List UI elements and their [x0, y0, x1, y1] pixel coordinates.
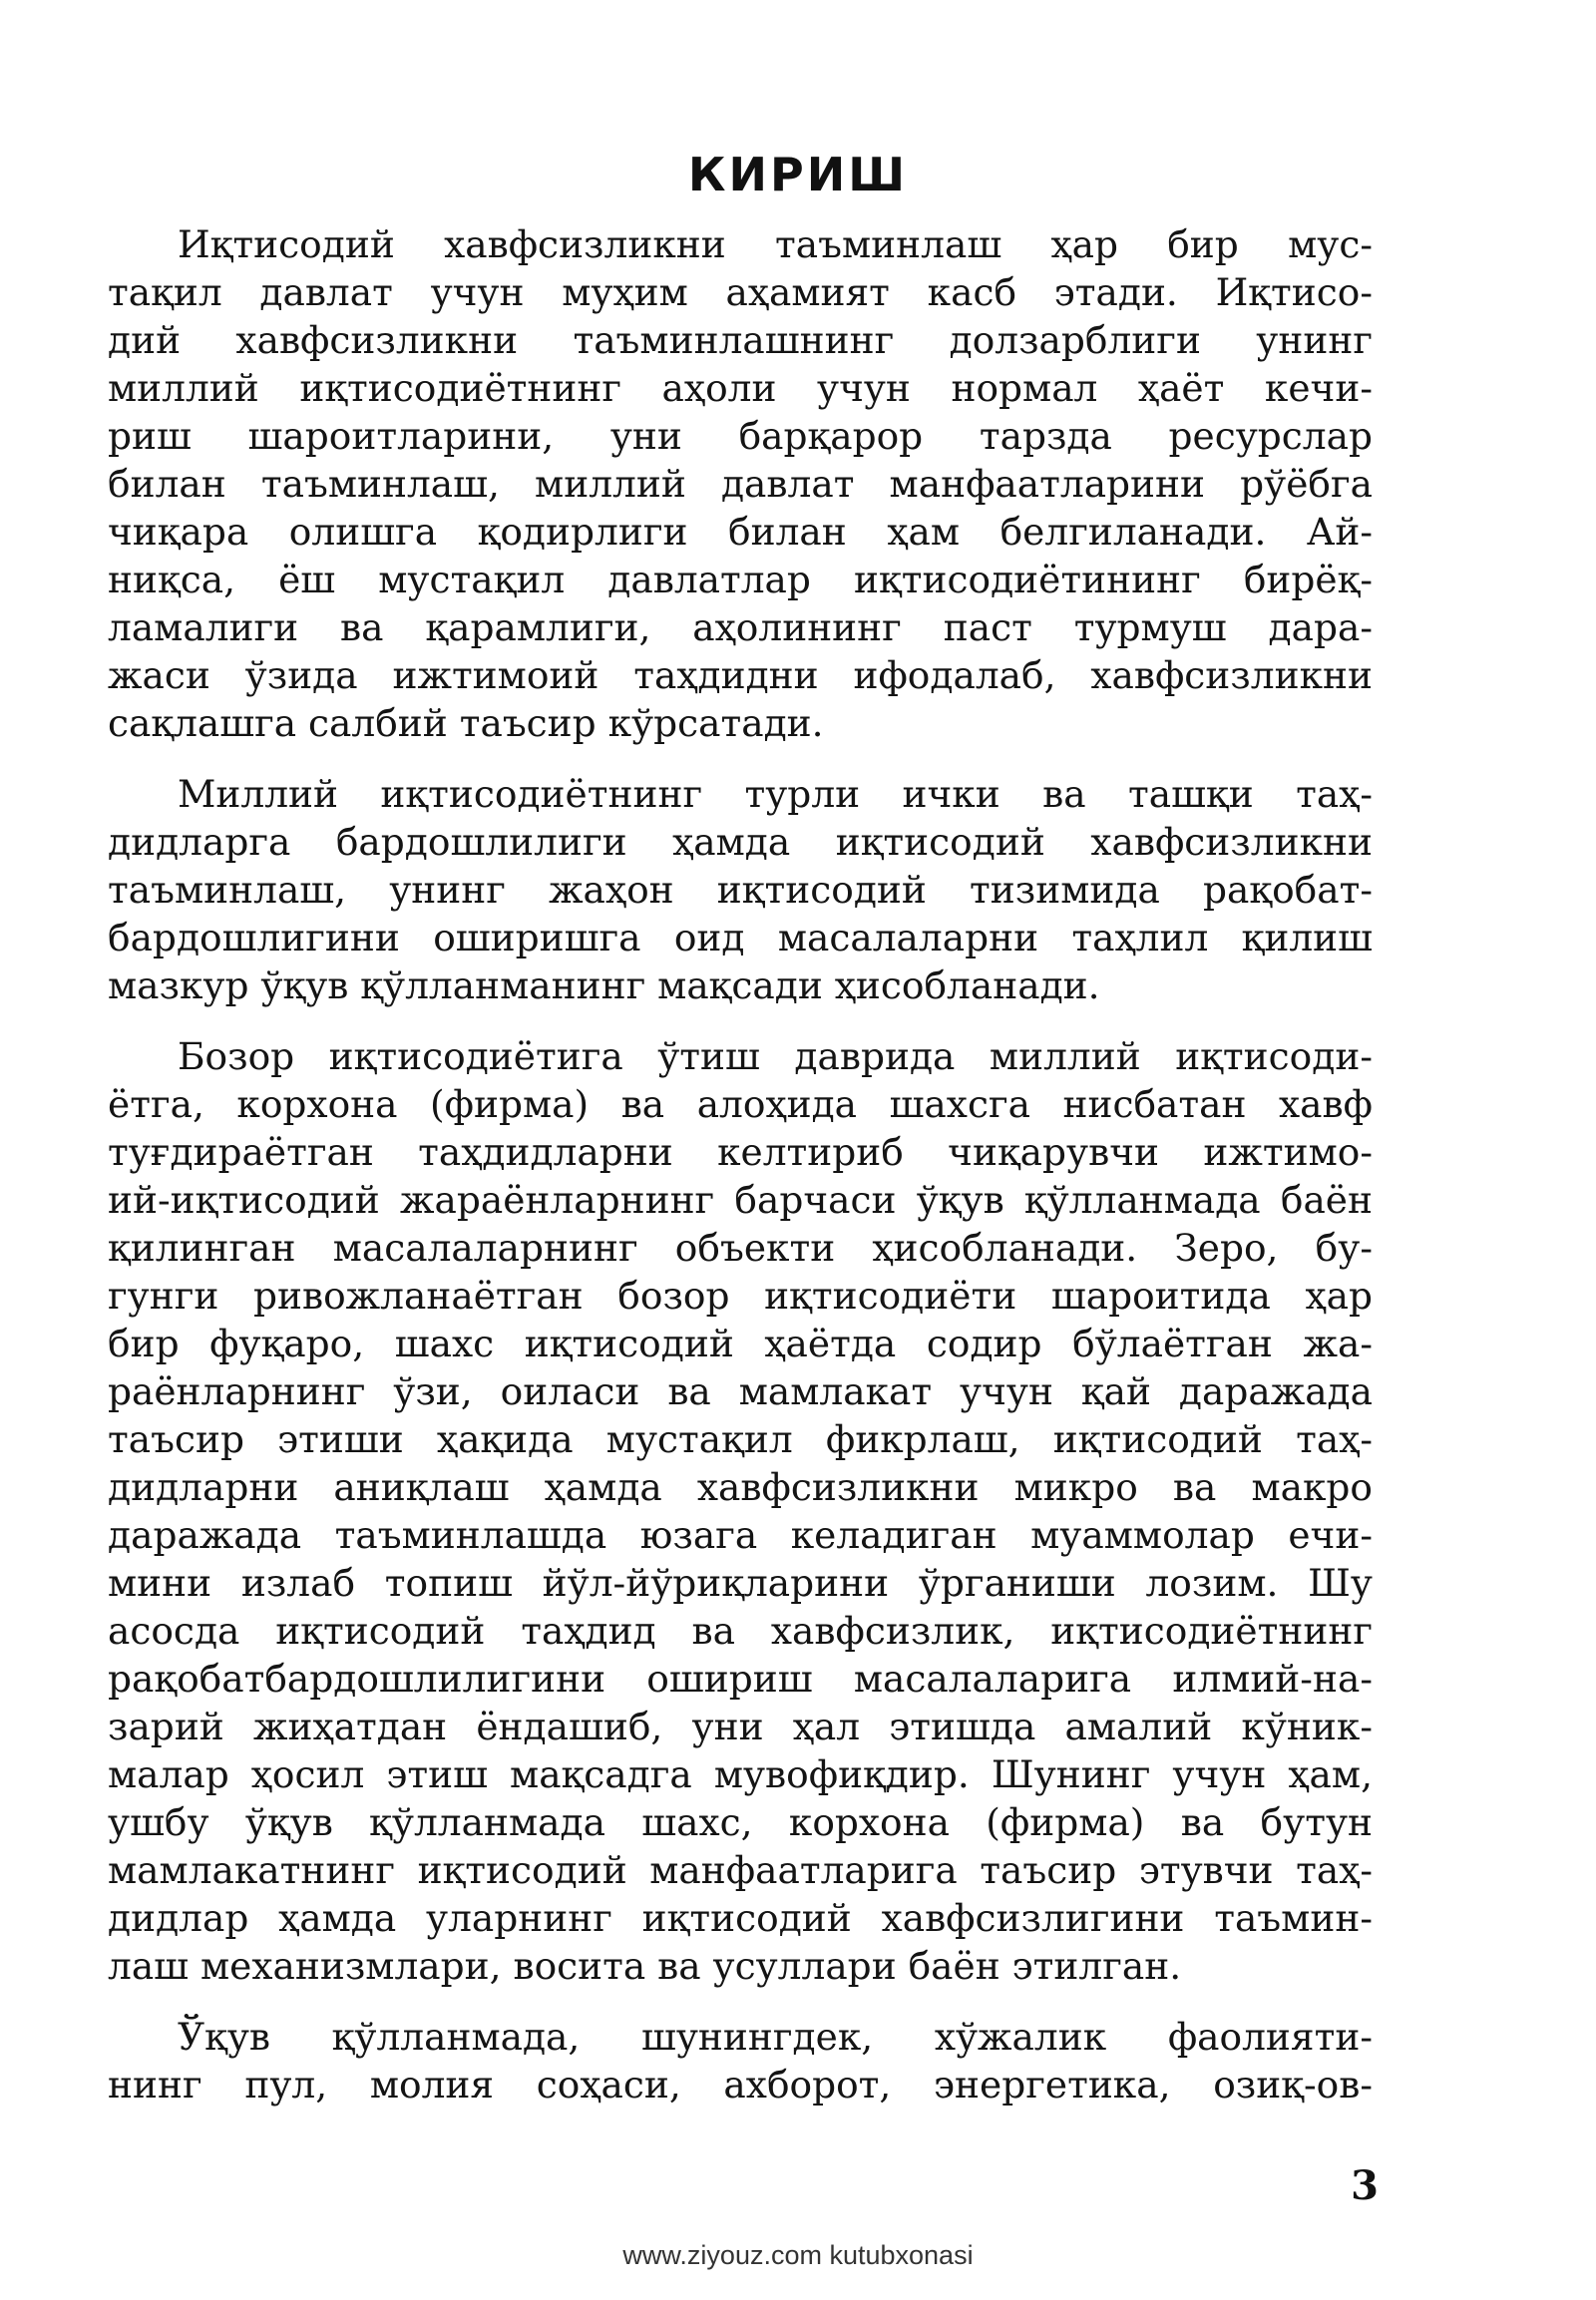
- text-line: рақобатбардошлилигини ошириш масалаларига илмий-на-: [108, 1657, 1373, 1701]
- text-line: бир фуқаро, шахс иқтисодий ҳаётда содир бўлаётган жа-: [108, 1322, 1373, 1365]
- text-line: дидларни аниқлаш ҳамда хавфсизликни микро ва макро: [108, 1465, 1373, 1509]
- text-line: қилинган масалаларнинг объекти ҳисобланади. Зеро, бу-: [108, 1226, 1373, 1270]
- text-line: ётга, корхона (фирма) ва алоҳида шахсга нисбатан хавф: [108, 1082, 1373, 1126]
- chapter-title: КИРИШ: [687, 148, 909, 201]
- text-line: гунги ривожланаётган бозор иқтисодиёти шароитида ҳар: [108, 1274, 1373, 1318]
- text-line: дидлар ҳамда уларнинг иқтисодий хавфсизлигини таъмин-: [108, 1896, 1373, 1940]
- text-line: зарий жиҳатдан ёндашиб, уни ҳал этишда амалий кўник-: [108, 1705, 1373, 1748]
- text-line: асосда иқтисодий таҳдид ва хавфсизлик, иқтисодиётнинг: [108, 1609, 1373, 1653]
- page-number: 3: [1351, 2162, 1379, 2209]
- text-line: лаш механизмлари, восита ва усуллари баён этилган.: [108, 1944, 1182, 1988]
- footer-watermark: www.ziyouz.com kutubxonasi: [622, 2240, 974, 2270]
- text-line: жаси ўзида ижтимоий таҳдидни ифодалаб, хавфсизликни: [108, 653, 1373, 697]
- text-line: мини излаб топиш йўл-йўриқларини ўрганиши лозим. Шу: [108, 1561, 1373, 1605]
- text-line: Бозор иқтисодиётига ўтиш даврида миллий иқтисоди-: [178, 1034, 1373, 1078]
- text-line: таъминлаш, унинг жаҳон иқтисодий тизимида рақобат-: [108, 868, 1373, 912]
- text-line: чиқара олишга қодирлиги билан ҳам белгиланади. Ай-: [108, 510, 1373, 554]
- text-line: ушбу ўқув қўлланмада шахс, корхона (фирма) ва бутун: [108, 1800, 1373, 1844]
- text-line: сақлашга салбий таъсир кўрсатади.: [108, 701, 824, 745]
- text-line: Ўқув қўлланмада, шунингдек, хўжалик фаолияти-: [178, 2015, 1373, 2059]
- text-line: мазкур ўқув қўлланманинг мақсади ҳисобланади.: [108, 963, 1100, 1007]
- text-line: бардошлигини оширишга оид масалаларни таҳлил қилиш: [108, 916, 1373, 959]
- text-line: билан таъминлаш, миллий давлат манфаатларини рўёбга: [108, 462, 1373, 506]
- text-line: туғдираётган таҳдидларни келтириб чиқарувчи ижтимо-: [108, 1130, 1373, 1174]
- text-line: тақил давлат учун муҳим аҳамият касб этади. Иқтисо-: [108, 270, 1373, 314]
- text-line: мамлакатнинг иқтисодий манфаатларига таъсир этувчи таҳ-: [108, 1848, 1373, 1892]
- text-line: раёнларнинг ўзи, оиласи ва мамлакат учун қай даражада: [108, 1369, 1373, 1413]
- text-line: таъсир этиши ҳақида мустақил фикрлаш, иқтисодий таҳ-: [108, 1417, 1373, 1461]
- text-line: нинг пул, молия соҳаси, ахборот, энергетика, озиқ-ов-: [108, 2063, 1373, 2107]
- text-line: дидларга бардошлилиги ҳамда иқтисодий хавфсизликни: [108, 820, 1373, 864]
- text-line: риш шароитларини, уни барқарор тарзда ресурслар: [108, 414, 1373, 458]
- text-line: дий хавфсизликни таъминлашнинг долзарблиги унинг: [108, 318, 1373, 362]
- text-line: Иқтисодий хавфсизликни таъминлаш ҳар бир мус-: [178, 222, 1373, 266]
- text-line: даражада таъминлашда юзага келадиган муаммолар ечи-: [108, 1513, 1373, 1557]
- text-line: малар ҳосил этиш мақсадга мувофиқдир. Шунинг учун ҳам,: [108, 1752, 1373, 1796]
- text-line: ламалиги ва қарамлиги, аҳолининг паст турмуш дара-: [108, 605, 1373, 649]
- text-line: ниқса, ёш мустақил давлатлар иқтисодиётининг бирёқ-: [108, 558, 1373, 601]
- text-line: ий-иқтисодий жараёнларнинг барчаси ўқув қўлланмада баён: [108, 1178, 1373, 1222]
- text-line: миллий иқтисодиётнинг аҳоли учун нормал ҳаёт кечи-: [108, 366, 1373, 410]
- text-line: Миллий иқтисодиётнинг турли ички ва ташқи таҳ-: [178, 772, 1373, 816]
